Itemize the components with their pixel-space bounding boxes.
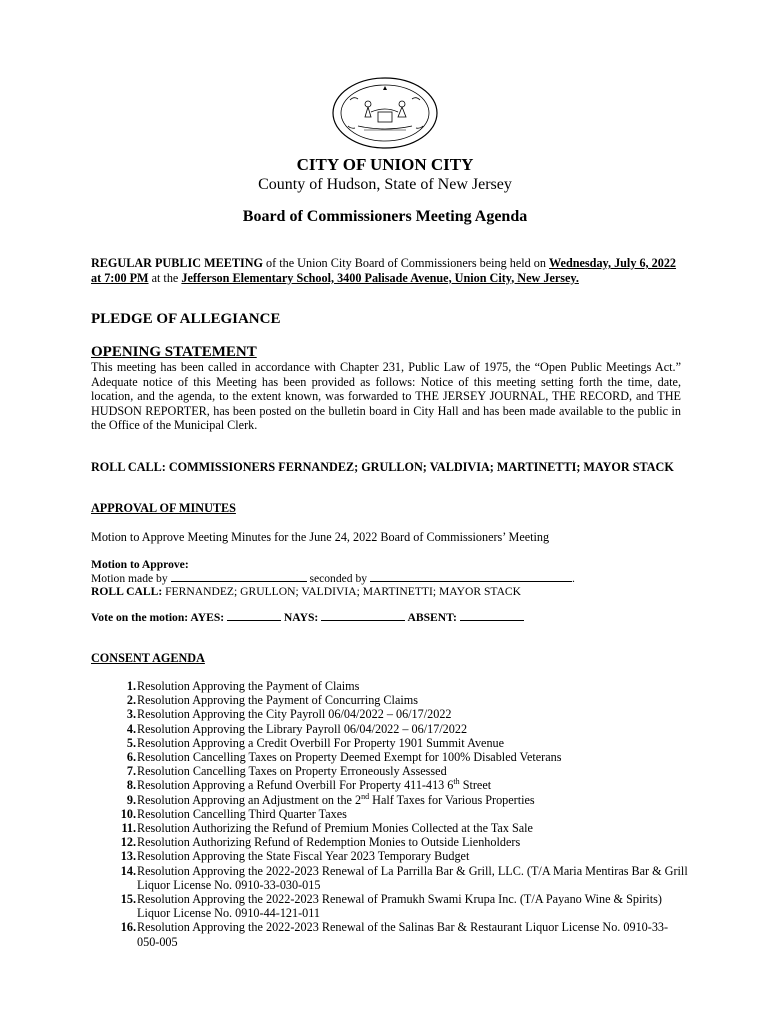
absent-blank[interactable] — [460, 610, 524, 621]
city-title: CITY OF UNION CITY — [296, 155, 474, 174]
meeting-type: REGULAR PUBLIC MEETING — [91, 256, 263, 270]
consent-item-superscript: th — [453, 777, 460, 787]
made-by-blank[interactable] — [171, 571, 307, 582]
consent-item-label: Resolution Approving a Refund Overbill For Property 411-413 6 — [137, 778, 454, 793]
pledge-heading: PLEDGE OF ALLEGIANCE — [91, 311, 281, 327]
consent-item-label: Resolution Approving the Payment of Concurring Claims — [137, 693, 418, 708]
consent-agenda-list — [108, 679, 688, 949]
consent-item-text — [136, 864, 688, 892]
consent-item-text — [136, 892, 688, 920]
consent-item-text — [136, 793, 535, 807]
consent-item-number: 4. — [126, 721, 136, 736]
consent-item-label: Resolution Approving the State Fiscal Year 2023 Temporary Budget — [137, 849, 470, 864]
consent-item-label-rest: Street — [459, 778, 492, 793]
consent-item-label: Resolution Cancelling Taxes on Property Deemed Exempt for 100% Disabled Veterans — [137, 750, 562, 765]
motion-roll-call — [91, 585, 681, 598]
consent-item-label: Resolution Authorizing Refund of Redemption Monies to Outside Lienholders — [137, 835, 521, 850]
consent-item-text — [136, 807, 347, 821]
consent-item-label: Resolution Approving the 2022-2023 Renewal of Pramukh Swami Krupa Inc. (T/A Payano Wine & Spirits) Liquor License No. 0910-44-121-011 — [137, 892, 662, 921]
city-seal-icon — [330, 76, 440, 150]
intro-at: at the — [148, 270, 182, 285]
consent-item-number: 10. — [120, 806, 136, 821]
motion-roll-names: FERNANDEZ; GRULLON; VALDIVIA; MARTINETTI; MAYOR STACK — [162, 585, 522, 598]
consent-item-number: 9. — [126, 792, 136, 807]
consent-item-number: 7. — [126, 764, 136, 779]
consent-item-label: Resolution Approving the 2022-2023 Renewal of La Parrilla Bar & Grill, LLC. (T/A Maria Mentiras Bar & Grill Liquor License No. 0910-33-030-015 — [137, 863, 688, 892]
consent-item-text — [136, 849, 469, 863]
consent-item-label: Resolution Cancelling Taxes on Property Erroneously Assessed — [137, 764, 447, 779]
consent-item-label: Resolution Approving an Adjustment on the 2 — [137, 792, 362, 807]
consent-item — [108, 764, 688, 778]
approval-minutes-heading: APPROVAL OF MINUTES — [91, 501, 236, 515]
made-by-label: Motion made by — [91, 572, 171, 585]
consent-item-number: 5. — [126, 735, 136, 750]
consent-item-number: 1. — [126, 679, 136, 693]
vote-nays-label: NAYS: — [281, 611, 322, 624]
consent-item-text — [136, 693, 418, 707]
consent-item-label: Resolution Cancelling Third Quarter Taxes — [137, 806, 347, 821]
motion-block — [91, 558, 681, 598]
consent-item-text — [136, 778, 491, 792]
motion-minutes-text: Motion to Approve Meeting Minutes for the June 24, 2022 Board of Commissioners’ Meeting — [91, 530, 550, 544]
consent-item-number: 14. — [120, 863, 136, 878]
consent-item — [108, 821, 688, 835]
consent-item-number: 16. — [120, 920, 136, 935]
seconded-by-label: seconded by — [306, 572, 370, 585]
consent-item — [108, 736, 688, 750]
consent-item — [108, 722, 688, 736]
agenda-title: Board of Commissioners Meeting Agenda — [242, 208, 528, 225]
motion-label: Motion to Approve: — [91, 558, 189, 571]
consent-item-label: Resolution Approving the City Payroll 06/04/2022 – 06/17/2022 — [137, 707, 452, 722]
meeting-intro — [91, 256, 681, 285]
county-subtitle: County of Hudson, State of New Jersey — [258, 176, 512, 193]
seconded-by-blank[interactable] — [370, 571, 572, 582]
consent-item-text — [136, 679, 359, 693]
meeting-date: Wednesday, July 6, 2022 at 7:00 PM — [91, 256, 677, 285]
opening-statement-body: This meeting has been called in accordance with Chapter 231, Public Law of 1975, the “Open Public Meetings Act.” Adequate notice of this Meeting has been provided as follows: Notice of this meeting setting forth the time, date, location, and the agenda, to the extent known, was forwarded to THE JERSEY JOURNAL, THE RECORD, and THE HUDSON REPORTER, has been posted on the bulletin board in City Hall and has been made available to the public in the Office of the Municipal Clerk. — [91, 360, 681, 432]
roll-call: ROLL CALL: COMMISSIONERS FERNANDEZ; GRULLON; VALDIVIA; MARTINETTI; MAYOR STACK — [91, 460, 674, 474]
vote-ayes-label: Vote on the motion: AYES: — [91, 611, 228, 624]
consent-item — [108, 835, 688, 849]
consent-item — [108, 707, 688, 721]
consent-item-label: Resolution Approving the 2022-2023 Renewal of the Salinas Bar & Restaurant Liquor License No. 0910-33-050-005 — [137, 920, 669, 949]
consent-item — [108, 778, 688, 792]
consent-item-text — [136, 764, 447, 778]
consent-item-number: 11. — [121, 821, 136, 836]
consent-item — [108, 750, 688, 764]
consent-item-number: 2. — [126, 693, 136, 708]
consent-item-text — [136, 821, 533, 835]
vote-line — [91, 610, 681, 626]
consent-item-label: Resolution Approving the Payment of Claims — [137, 679, 360, 693]
consent-item — [108, 807, 688, 821]
motion-period: . — [571, 572, 575, 585]
intro-text: of the Union City Board of Commissioners being held on — [263, 256, 550, 270]
consent-item — [108, 849, 688, 863]
consent-item-number: 6. — [126, 750, 136, 765]
consent-item-number: 3. — [126, 707, 136, 722]
consent-item-label: Resolution Approving a Credit Overbill For Property 1901 Summit Avenue — [137, 735, 505, 750]
motion-made-line — [91, 571, 681, 585]
consent-item-number: 15. — [120, 892, 136, 907]
consent-item — [108, 679, 688, 693]
vote-absent-label: ABSENT: — [405, 611, 460, 624]
consent-item-number: 12. — [120, 835, 136, 850]
meeting-location: Jefferson Elementary School, 3400 Palisade Avenue, Union City, New Jersey. — [181, 270, 579, 285]
consent-agenda-heading: CONSENT AGENDA — [91, 651, 205, 665]
consent-item — [108, 892, 688, 920]
consent-item-label: Resolution Authorizing the Refund of Premium Monies Collected at the Tax Sale — [137, 821, 533, 836]
consent-item-label: Resolution Approving the Library Payroll 06/04/2022 – 06/17/2022 — [137, 721, 468, 736]
consent-item-text — [136, 707, 452, 721]
consent-item — [108, 920, 688, 948]
consent-item-text — [136, 835, 520, 849]
nays-blank[interactable] — [321, 610, 405, 621]
consent-item-text — [136, 736, 504, 750]
consent-item-superscript: nd — [361, 791, 370, 801]
opening-statement-heading: OPENING STATEMENT — [91, 344, 257, 360]
consent-item-text — [136, 750, 561, 764]
consent-item-text — [136, 920, 688, 948]
consent-item-number: 13. — [120, 849, 136, 864]
consent-item — [108, 693, 688, 707]
motion-roll-label: ROLL CALL: — [91, 585, 163, 598]
consent-item-number: 8. — [126, 778, 136, 793]
consent-item-label-rest: Half Taxes for Various Properties — [369, 792, 535, 807]
consent-item — [108, 793, 688, 807]
consent-item-text — [136, 722, 467, 736]
ayes-blank[interactable] — [227, 610, 281, 621]
consent-item — [108, 864, 688, 892]
